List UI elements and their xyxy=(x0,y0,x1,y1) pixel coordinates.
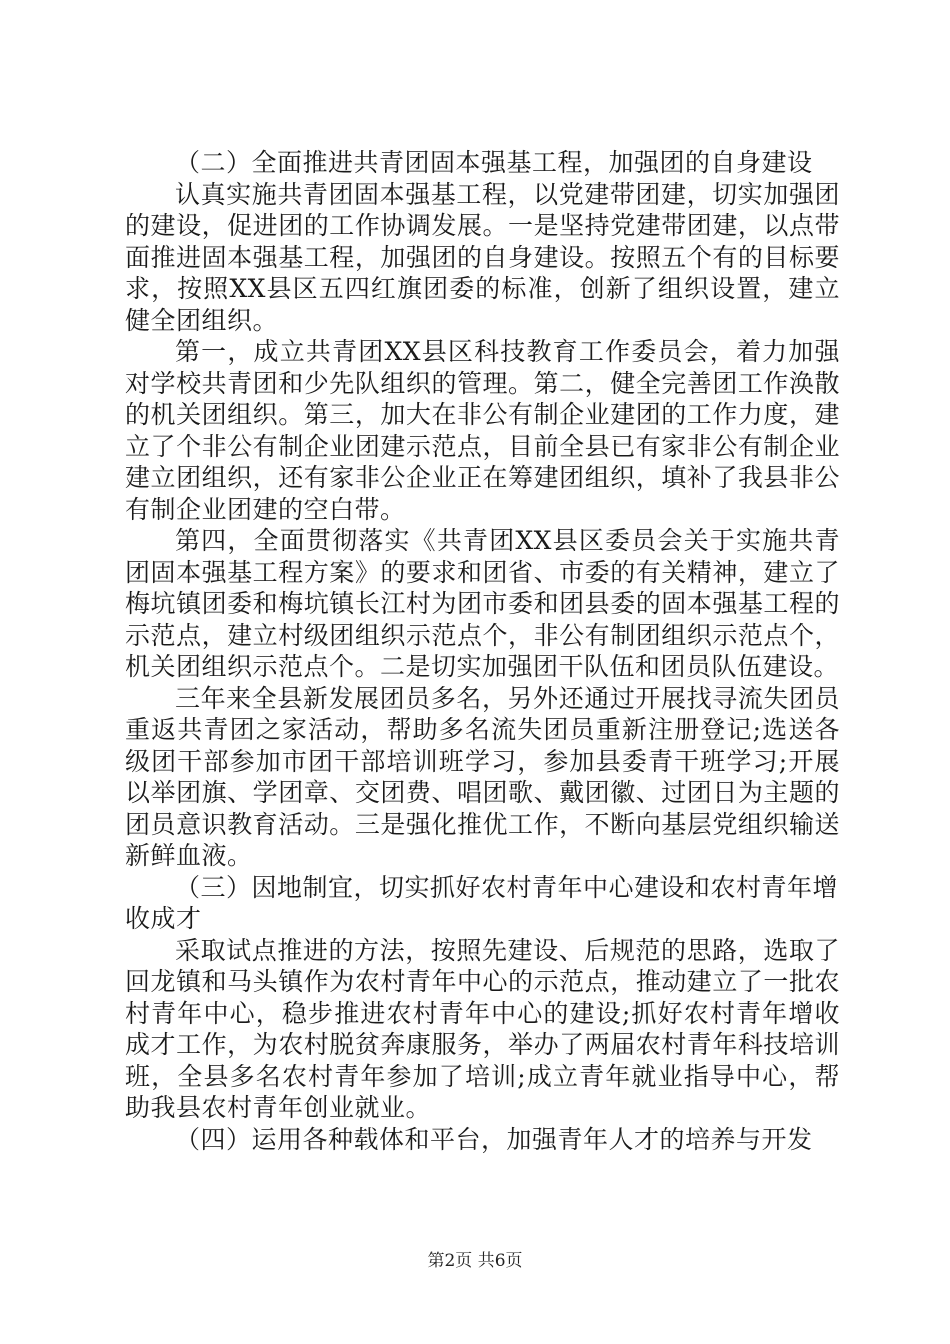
section-heading-4: （四）运用各种载体和平台，加强青年人才的培养与开发 xyxy=(175,1124,813,1154)
paragraph: 第四，全面贯彻落实《共青团XX县区委员会关于实施共青团固本强基工程方案》的要求和团省、市委的有关精神，建立了梅坑镇团委和梅坑镇长江村为团市委和团县委的固本强基工程的示范点，建立村级团组织示范点个，非公有制团组织示范点个，机关团组织示范点个。二是切实加强团干队伍和团员队伍建设。 xyxy=(125,526,840,681)
section-heading-2: （二）全面推进共青团固本强基工程，加强团的自身建设 xyxy=(175,148,813,177)
paragraph: 认真实施共青团固本强基工程，以党建带团建，切实加强团的建设，促进团的工作协调发展。一是坚持党建带团建，以点带面推进固本强基工程，加强团的自身建设。按照五个有的目标要求，按照XX县区五四红旗团委的标准，创新了组织设置，建立健全团组织。 xyxy=(125,179,840,335)
paragraph: 采取试点推进的方法，按照先建设、后规范的思路，选取了回龙镇和马头镇作为农村青年中心的示范点，推动建立了一批农村青年中心，稳步推进农村青年中心的建设;抓好农村青年增收成才工作，为农村脱贫奔康服务，举办了两届农村青年科技培训班，全县多名农村青年参加了培训;成立青年就业指导中心，帮助我县农村青年创业就业。 xyxy=(125,935,840,1122)
document-body xyxy=(125,147,840,1155)
paragraph: 第一，成立共青团XX县区科技教育工作委员会，着力加强对学校共青团和少先队组织的管理。第二，健全完善团工作涣散的机关团组织。第三，加大在非公有制企业建团的工作力度，建立了个非公有制企业团建示范点，目前全县已有家非公有制企业建立团组织，还有家非公企业正在筹建团组织，填补了我县非公有制企业团建的空白带。 xyxy=(125,337,840,524)
page-footer: 第2页 共6页 xyxy=(427,1251,523,1271)
paragraph: 三年来全县新发展团员多名，另外还通过开展找寻流失团员重返共青团之家活动，帮助多名流失团员重新注册登记;选送各级团干部参加市团干部培训班学习，参加县委青干班学习;开展以举团旗、学团章、交团费、唱团歌、戴团徽、过团日为主题的团员意识教育活动。三是强化推优工作，不断向基层党组织输送新鲜血液。 xyxy=(125,683,840,870)
section-heading-3: （三）因地制宜，切实抓好农村青年中心建设和农村青年增收成才 xyxy=(125,872,839,933)
